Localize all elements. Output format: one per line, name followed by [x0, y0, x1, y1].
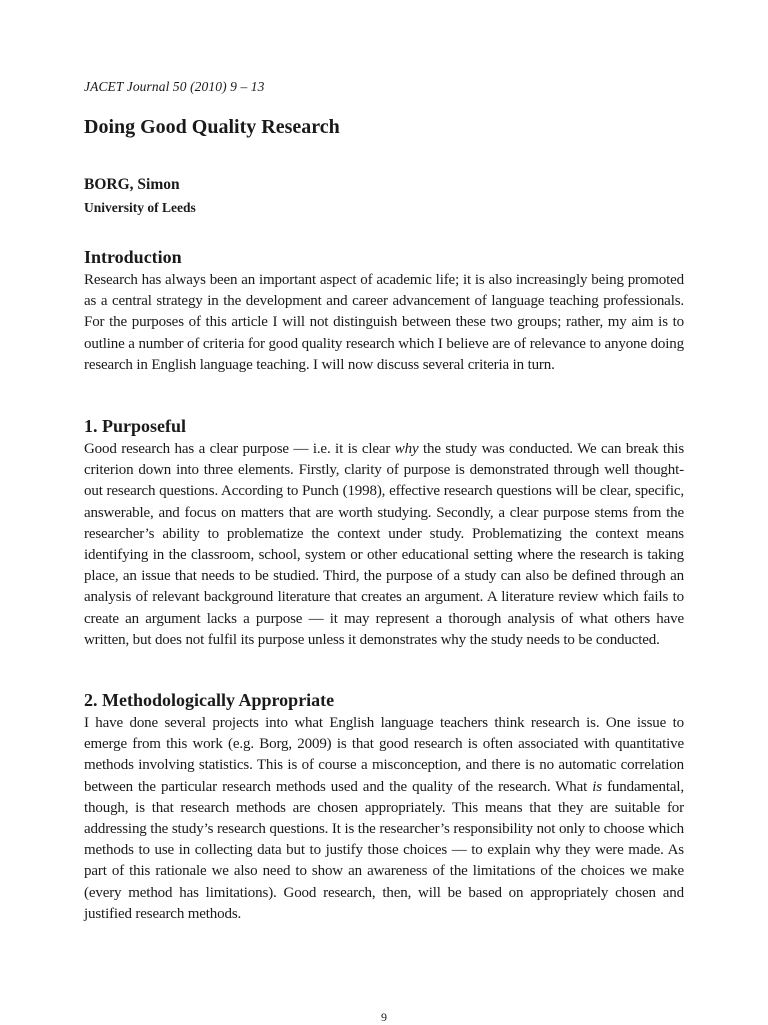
section-purposeful: [84, 415, 684, 651]
section-heading-introduction: Introduction: [84, 247, 182, 267]
section-methodologically-appropriate: [84, 689, 684, 925]
section-body-purposeful: [84, 439, 684, 651]
emphasis-text: is: [592, 778, 602, 795]
emphasis-text: why: [394, 441, 419, 457]
body-text: I have done several projects into what English language teachers think research is. One issue to emerge from this work (e.g. Borg, 2009) is that good research is often associated with quantitative methods involving statistics. This is of course a misconception, and there is no automatic correlation between the particular research methods used and the quality of the research. What: [84, 715, 684, 795]
section-heading-methodologically-appropriate: 2. Methodologically Appropriate: [84, 690, 335, 710]
body-text: the study was conducted. We can break this criterion down into three elements. Firstly, clarity of purpose is demonstrated through well thought-out research questions. According to Punch (1998), effective research questions will be clear, specific, answerable, and focus on matters that are worth studying. Secondly, a clear purpose stems from the researcher’s ability to problematize the context under study. Problematizing the context means identifying in the classroom, school, system or other educational setting where the research is taking place, an issue that needs to be studied. Third, the purpose of a study can also be defined through an analysis of relevant background literature that creates an argument. A literature review which fails to create an argument lacks a purpose — it may represent a thorough analysis of what others have written, but does not fulfil its purpose unless it demonstrates why the study needs to be conducted.: [84, 441, 685, 648]
journal-reference: JACET Journal 50 (2010) 9 – 13: [84, 79, 265, 94]
section-body-methodologically-appropriate: [84, 713, 684, 925]
paper-title: Doing Good Quality Research: [84, 116, 340, 138]
body-text: fundamental, though, is that research methods are chosen appropriately. This means that they are suitable for addressing the study’s research questions. It is the researcher’s responsibility not only to choose which methods to use in collecting data but to justify those choices — to explain why they were made. As part of this rationale we also need to show an awareness of the limitations of the choices we make (every method has limitations). Good research, then, will be based on appropriately chosen and justified research methods.: [84, 778, 684, 922]
page-number: 9: [381, 1010, 387, 1024]
section-introduction: [84, 246, 684, 376]
body-text: Good research has a clear purpose — i.e. it is clear: [84, 441, 395, 457]
section-body-introduction: Research has always been an important aspect of academic life; it is also increasingly being promoted as a central strategy in the development and career advancement of language teaching professionals. For the purposes of this article I will not distinguish between these two groups; rather, my aim is to outline a number of criteria for good quality research which I believe are of relevance to anyone doing research in English language teaching. I will now discuss several criteria in turn.: [84, 272, 684, 373]
section-heading-purposeful: 1. Purposeful: [84, 416, 187, 436]
author-affiliation: University of Leeds: [84, 200, 196, 215]
author-name: BORG, Simon: [84, 176, 180, 193]
